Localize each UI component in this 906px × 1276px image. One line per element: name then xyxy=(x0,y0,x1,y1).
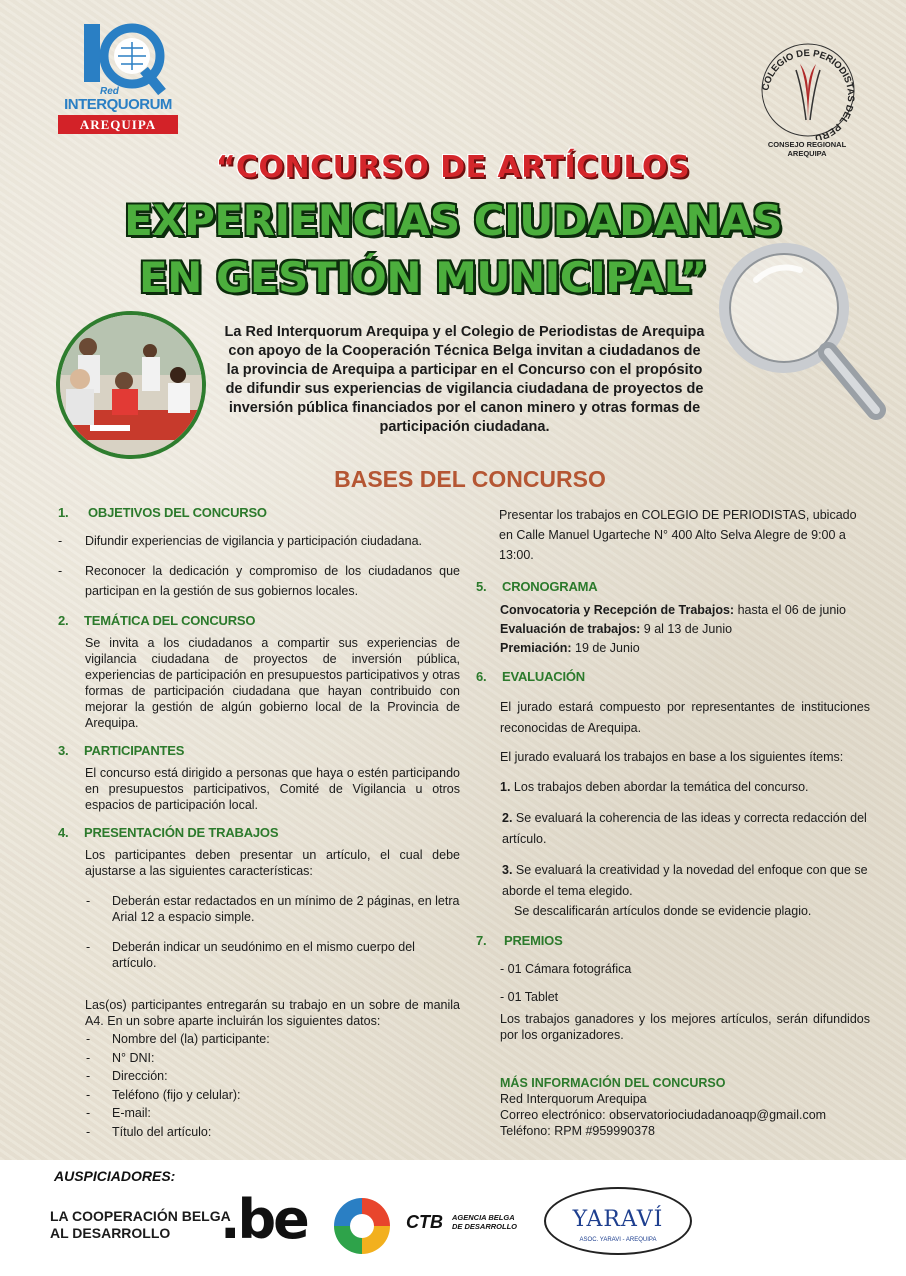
left-column xyxy=(56,505,460,1141)
intro-text: La Red Interquorum Arequipa y el Colegio de Periodistas de Arequipa con apoyo de la Cooperación Técnica Belga invitan a ciudadanos de la provincia de Arequipa a participar en el Concurso con el propósito de difundir sus experiencias de vigilancia ciudadana de proyectos de inversión pública financiados por el canon minero y otras formas de participación ciudadana. xyxy=(224,324,705,435)
more-info-email: Correo electrónico: observatoriociudadanoaqp@gmail.com xyxy=(500,1108,827,1122)
item-2-num: 2. xyxy=(502,811,513,825)
requirement-text: Deberán estar redactados en un mínimo de 2 páginas, en letra Arial 12 a espacio simple. xyxy=(112,894,460,924)
item-3-text: Se evaluará la creatividad y la novedad del enfoque con que se aborde el tema elegido. xyxy=(502,863,868,898)
more-info-title: MÁS INFORMACIÓN DEL CONCURSO xyxy=(500,1076,726,1090)
dash-mark: - xyxy=(86,940,91,954)
field-text: N° DNI: xyxy=(112,1050,155,1065)
dash-mark: - xyxy=(86,1106,91,1120)
section-3-heading xyxy=(56,743,460,759)
section-2-title: TEMÁTICA DEL CONCURSO xyxy=(84,613,256,628)
cronograma-line-3 xyxy=(500,639,870,658)
sponsors-footer xyxy=(0,1160,906,1276)
interquorum-logo xyxy=(52,20,182,136)
more-info-phone: Teléfono: RPM #959990378 xyxy=(500,1124,655,1138)
meeting-people-icon xyxy=(60,315,202,455)
colegio-seal-icon xyxy=(752,40,864,140)
yaravi-sub-label: ASOC. YARAVI - AREQUIPA xyxy=(579,1237,657,1243)
title-line-2: EXPERIENCIAS CIUDADANAS xyxy=(124,196,782,245)
consejo-line-1: CONSEJO REGIONAL xyxy=(767,140,847,149)
red-label: Red xyxy=(100,86,119,97)
section-2-text: Se invita a los ciudadanos a compartir sus experiencias de vigilancia ciudadana de proyectos de inversión pública, experiencias de participación en presupuestos participativos y otras formas de participación ciudadana que hayan contribuido con mejorar la gestión de algún gobierno local de la Provincia de Arequipa. xyxy=(85,636,460,730)
ctb-sub-label xyxy=(452,1213,517,1231)
dash-mark: - xyxy=(86,1050,91,1065)
title-line-3: EN GESTIÓN MUNICIPAL” xyxy=(139,253,707,302)
dash-mark: - xyxy=(86,1032,91,1046)
arequipa-label: AREQUIPA xyxy=(58,115,178,134)
section-2-num: 2. xyxy=(58,613,69,628)
right-column xyxy=(474,505,870,1139)
premio-1: - 01 Cámara fotográfica xyxy=(500,962,632,976)
section-7-title: PREMIOS xyxy=(504,933,563,948)
cronograma-line-2 xyxy=(500,620,870,639)
objective-item xyxy=(56,533,460,549)
section-3-text: El concurso está dirigido a personas que haya o estén participando en presupuestos participativos, Comité de Vigilancia u otros espacios de participación local. xyxy=(85,766,460,812)
dash-mark: - xyxy=(86,1124,91,1139)
section-4-text-2: Las(os) participantes entregarán su trabajo en un sobre de manila A4. En un sobre aparte incluirán los siguientes datos: xyxy=(85,998,460,1028)
objective-text: Reconocer la dedicación y compromiso de los ciudadanos que participan en la gestión de sus gobiernos locales. xyxy=(85,564,460,598)
ctb-label: CTB xyxy=(406,1212,443,1232)
iq-emblem-icon xyxy=(74,20,166,98)
section-5-num: 5. xyxy=(476,579,487,594)
ctb-emblem-icon xyxy=(330,1194,394,1258)
cronograma-value-2: 9 al 13 de Junio xyxy=(640,622,733,636)
field-item xyxy=(56,1030,460,1049)
colegio-ring-text: COLEGIO DE PERIODISTAS DEL PERU xyxy=(760,47,857,140)
premio-2: - 01 Tablet xyxy=(500,990,559,1004)
dash-mark: - xyxy=(86,1069,91,1083)
field-text: Título del artículo: xyxy=(112,1124,212,1139)
interquorum-brand: INTERQUORUM xyxy=(64,96,172,113)
field-item xyxy=(56,1104,460,1123)
evaluacion-text-3: Se descalificarán artículos donde se evidencie plagio. xyxy=(514,904,812,918)
section-6-num: 6. xyxy=(476,669,487,684)
field-text: Nombre del (la) participante: xyxy=(112,1032,270,1046)
yaravi-label: YARAVÍ xyxy=(572,1207,664,1232)
cronograma-label-2: Evaluación de trabajos: xyxy=(500,622,641,636)
coop-line-2: AL DESARROLLO xyxy=(50,1225,171,1241)
field-item xyxy=(56,1067,460,1086)
requirement-item xyxy=(56,893,460,925)
more-info-block xyxy=(474,1075,870,1139)
title-line-1: “CONCURSO DE ARTÍCULOS xyxy=(215,150,691,185)
field-text: Dirección: xyxy=(112,1069,168,1083)
field-item xyxy=(56,1086,460,1105)
item-2-text: Se evaluará la coherencia de las ideas y correcta redacción del artículo. xyxy=(502,811,867,846)
field-item xyxy=(56,1123,460,1142)
cronograma-block xyxy=(474,601,870,658)
premios-text: Los trabajos ganadores y los mejores artículos, serán difundidos por los organizadores. xyxy=(500,1012,870,1042)
dash-mark: - xyxy=(86,894,91,908)
evaluacion-item-3 xyxy=(474,860,870,902)
cronograma-value-3: 19 de Junio xyxy=(571,641,640,655)
be-logo: .be xyxy=(220,1188,307,1251)
evaluacion-item-2 xyxy=(474,808,870,850)
requirement-text: Deberán indicar un seudónimo en el mismo cuerpo del artículo. xyxy=(112,940,415,970)
section-1-heading xyxy=(56,505,460,521)
section-3-num: 3. xyxy=(58,743,69,758)
colegio-periodistas-logo xyxy=(752,40,864,160)
more-info-org: Red Interquorum Arequipa xyxy=(500,1092,647,1106)
section-3-title: PARTICIPANTES xyxy=(84,743,185,758)
dash-mark: - xyxy=(58,564,63,578)
right-intro-text: Presentar los trabajos en COLEGIO DE PERIODISTAS, ubicado en Calle Manuel Ugarteche N° 400 Alto Selva Alegre de 9:00 a 13:00. xyxy=(499,508,857,562)
evaluacion-item-1 xyxy=(474,779,870,795)
section-7-heading xyxy=(474,933,870,949)
section-6-heading xyxy=(474,669,870,685)
ctb-sub-line-2: DE DESARROLLO xyxy=(452,1222,518,1231)
section-7-num: 7. xyxy=(476,933,487,948)
section-4-num: 4. xyxy=(58,825,69,840)
cronograma-label-3: Premiación: xyxy=(500,641,572,655)
dash-mark: - xyxy=(58,534,63,548)
field-text: E-mail: xyxy=(112,1106,151,1120)
meeting-photo xyxy=(56,311,206,459)
consejo-line-2: AREQUIPA xyxy=(787,149,827,158)
evaluacion-text-1: El jurado estará compuesto por representantes de instituciones reconocidas de Arequipa. xyxy=(500,700,870,735)
cronograma-label-1: Convocatoria y Recepción de Trabajos: xyxy=(500,603,735,617)
field-item xyxy=(56,1049,460,1068)
field-text: Teléfono (fijo y celular): xyxy=(112,1087,241,1102)
dash-mark: - xyxy=(86,1087,91,1102)
item-3-num: 3. xyxy=(502,863,513,877)
section-2-heading xyxy=(56,613,460,629)
requirement-item xyxy=(56,939,460,971)
section-4-heading xyxy=(56,825,460,841)
objective-text: Difundir experiencias de vigilancia y participación ciudadana. xyxy=(85,534,422,548)
section-1-num: 1. xyxy=(58,505,69,520)
magnifier-icon xyxy=(716,240,892,430)
item-1-text: Los trabajos deben abordar la temática del concurso. xyxy=(510,780,809,794)
ctb-sub-line-1: AGENCIA BELGA xyxy=(452,1213,515,1222)
section-4-text: Los participantes deben presentar un artículo, el cual debe ajustarse a las siguientes características: xyxy=(85,848,460,878)
objective-item xyxy=(56,561,460,601)
yaravi-logo xyxy=(544,1187,692,1255)
item-1-num: 1. xyxy=(500,780,511,794)
bases-title: BASES DEL CONCURSO xyxy=(334,466,606,492)
cronograma-value-1: hasta el 06 de junio xyxy=(734,603,846,617)
section-6-title: EVALUACIÓN xyxy=(502,669,585,684)
section-1-title: OBJETIVOS DEL CONCURSO xyxy=(88,505,267,520)
evaluacion-text-2: El jurado evaluará los trabajos en base a los siguientes ítems: xyxy=(500,750,844,764)
cronograma-line-1 xyxy=(500,601,870,620)
section-4-title: PRESENTACIÓN DE TRABAJOS xyxy=(84,825,279,840)
cooperacion-belga-logo xyxy=(50,1208,231,1242)
sponsors-label: AUSPICIADORES: xyxy=(54,1168,176,1184)
section-5-heading xyxy=(474,579,870,595)
coop-line-1: LA COOPERACIÓN BELGA xyxy=(50,1208,231,1224)
section-5-title: CRONOGRAMA xyxy=(502,579,598,594)
